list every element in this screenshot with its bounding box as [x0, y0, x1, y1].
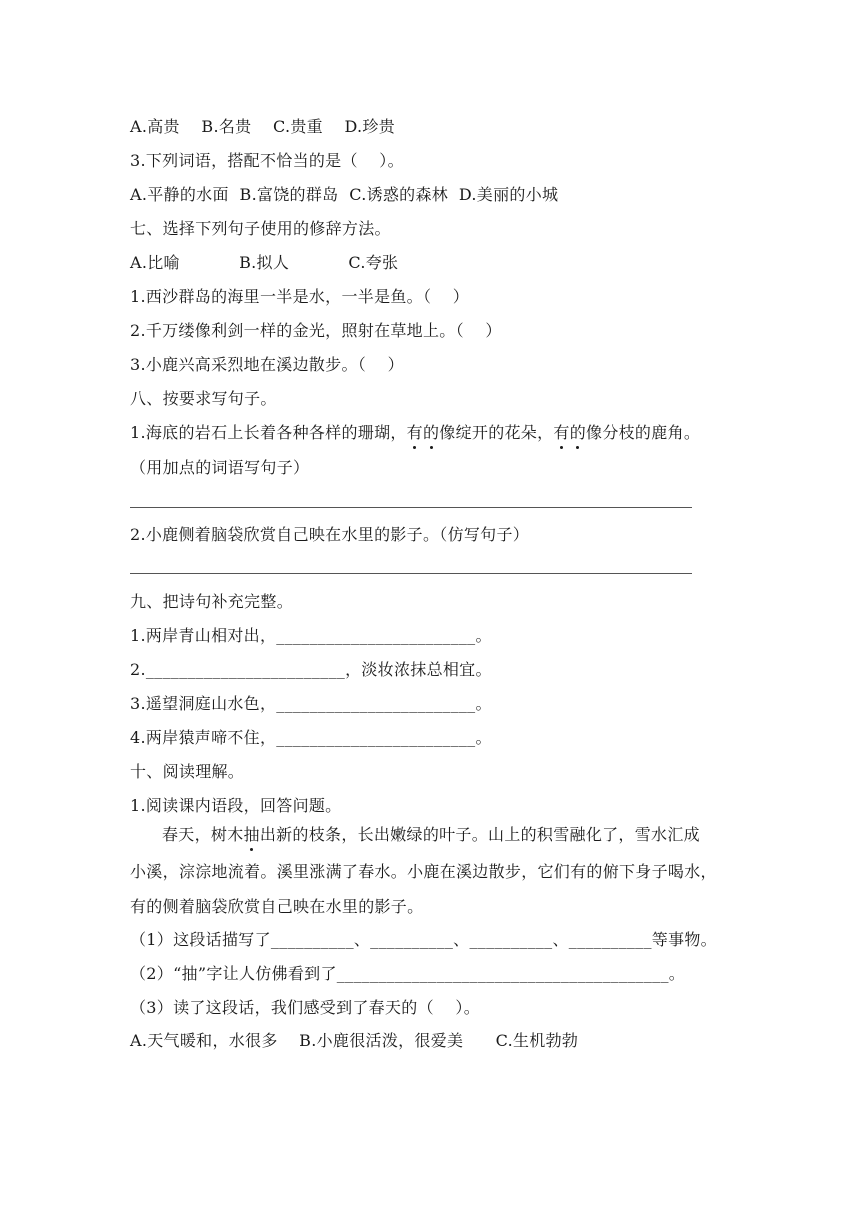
dotted-word	[553, 423, 586, 442]
reading-subq-3-options: A.天气暖和，水很多 B.小鹿很活泼，很爱美 C.生机勃勃	[130, 1031, 579, 1050]
sentence-part: 像分枝的鹿角。	[586, 423, 701, 442]
passage-line-3: 有的侧着脑袋欣赏自己映在水里的影子。	[130, 897, 424, 916]
poem-q1: 1.两岸青山相对出，________________________。	[130, 626, 492, 645]
answer-line-2[interactable]	[130, 573, 692, 574]
rhetoric-q1: 1.西沙群岛的海里一半是水，一半是鱼。（ ）	[130, 287, 470, 306]
poem-q3: 3.遥望洞庭山水色，________________________。	[130, 694, 492, 713]
section-10-heading: 十、阅读理解。	[130, 762, 245, 781]
sentence-task-2: 2.小鹿侧着脑袋欣赏自己映在水里的影子。（仿写句子）	[130, 525, 530, 544]
passage-part: 出新的枝条，长出嫩绿的叶子。山上的积雪融化了，雪水汇成	[259, 825, 700, 844]
emphasis-char: 有	[553, 423, 570, 442]
emphasis-char: 有	[406, 423, 423, 442]
dotted-word	[407, 423, 440, 442]
sentence-part: 1.海底的岩石上长着各种各样的珊瑚，	[130, 423, 407, 442]
sentence-task-1	[130, 423, 700, 443]
reading-q1: 1.阅读课内语段，回答问题。	[130, 796, 342, 815]
section-9-heading: 九、把诗句补充完整。	[130, 592, 294, 611]
rhetoric-q2: 2.千万缕像利剑一样的金光，照射在草地上。（ ）	[130, 321, 502, 340]
reading-subq-3: （3）读了这段话，我们感受到了春天的（ ）。	[130, 998, 481, 1017]
section-8-heading: 八、按要求写句子。	[130, 389, 277, 408]
rhetoric-q3: 3.小鹿兴高采烈地在溪边散步。（ ）	[130, 355, 404, 374]
dotted-word	[244, 825, 260, 844]
sentence-task-1-instruction: （用加点的词语写句子）	[130, 458, 310, 477]
rhetoric-options: A.比喻 B.拟人 C.夸张	[130, 253, 399, 272]
options-q2: A.高贵 B.名贵 C.贵重 D.珍贵	[130, 117, 396, 136]
emphasis-char: 的	[422, 423, 440, 442]
answer-line-1[interactable]	[130, 507, 692, 508]
reading-subq-2: （2）“抽”字让人仿佛看到了________________________________________。	[130, 964, 686, 983]
reading-subq-1: （1）这段话描写了__________、__________、__________、__________等事物。	[130, 930, 717, 949]
sentence-part: 像绽开的花朵，	[439, 423, 554, 442]
emphasis-char: 抽	[243, 825, 260, 844]
section-7-heading: 七、选择下列句子使用的修辞方法。	[130, 219, 391, 238]
poem-q2: 2.________________________，淡妆浓抹总相宜。	[130, 660, 492, 679]
passage-line-1	[162, 825, 700, 845]
emphasis-char: 的	[569, 423, 587, 442]
options-q3: A.平静的水面 B.富饶的群岛 C.诱惑的森林 D.美丽的小城	[130, 185, 559, 204]
poem-q4: 4.两岸猿声啼不住，________________________。	[130, 728, 492, 747]
passage-line-2: 小溪，淙淙地流着。溪里涨满了春水。小鹿在溪边散步，它们有的俯下身子喝水，	[130, 862, 717, 881]
passage-part: 春天，树木	[162, 825, 244, 844]
question-3: 3.下列词语，搭配不恰当的是（ ）。	[130, 151, 404, 170]
